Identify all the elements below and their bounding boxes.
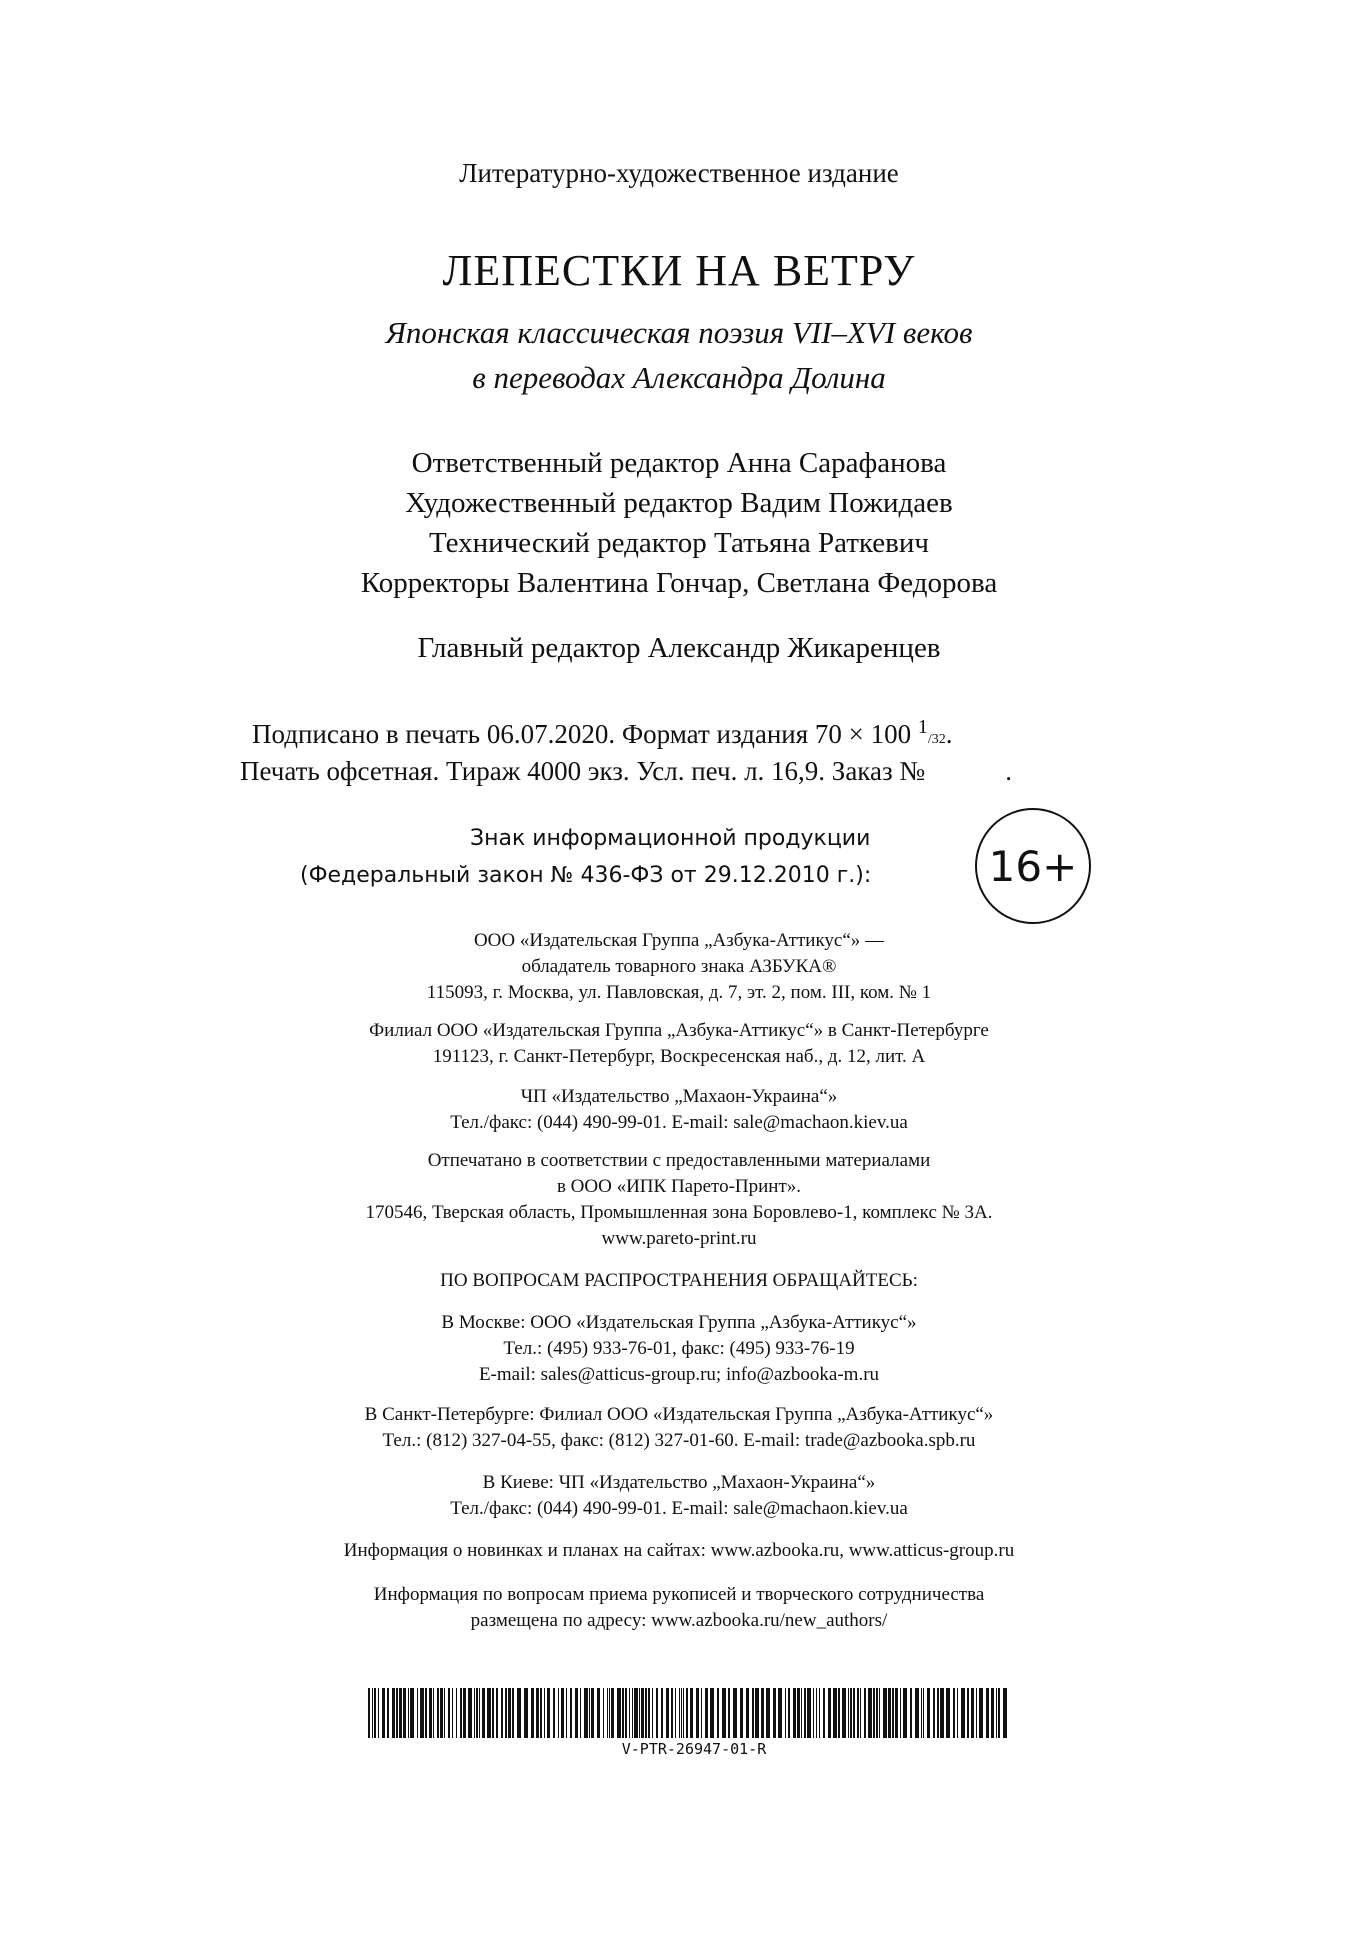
barcode-bar <box>368 1688 370 1738</box>
barcode-bar <box>864 1688 866 1738</box>
info-sign-label: Знак информационной продукции <box>470 826 871 851</box>
kiev-contacts: Тел./факс: (044) 490-99-01. E-mail: sale@machaon.kiev.ua <box>450 1498 908 1519</box>
barcode-bar <box>476 1688 478 1738</box>
barcode-bar <box>883 1688 887 1738</box>
barcode-bar <box>853 1688 855 1738</box>
barcode-bar <box>417 1688 418 1738</box>
manuscripts-line-2: размещена по адресу: www.azbooka.ru/new_authors/ <box>470 1610 888 1631</box>
barcode-bar <box>773 1688 776 1738</box>
barcode-bar <box>717 1688 719 1738</box>
barcode-bar <box>876 1688 878 1738</box>
barcode-bar <box>801 1688 802 1738</box>
kiev-line-1: В Киеве: ЧП «Издательство „Махаон-Украина“» <box>482 1472 876 1493</box>
barcode-bar <box>971 1688 974 1738</box>
barcode-bar <box>903 1688 907 1738</box>
barcode <box>368 1688 1020 1758</box>
barcode-bar <box>857 1688 859 1738</box>
barcode-bar <box>609 1688 610 1738</box>
publisher-line-2: обладатель товарного знака АЗБУКА® <box>521 956 837 977</box>
barcode-bar <box>517 1688 521 1738</box>
format-fraction-numerator: 1 <box>917 716 928 738</box>
barcode-bar <box>778 1688 782 1738</box>
printer-website: www.pareto-print.ru <box>601 1228 757 1249</box>
barcode-bar <box>639 1688 640 1738</box>
barcode-bar <box>785 1688 786 1738</box>
barcode-bar <box>933 1688 935 1738</box>
barcode-bar <box>915 1688 919 1738</box>
barcode-bar <box>437 1688 439 1738</box>
ukraine-line-1: ЧП «Издательство „Махаон-Украина“» <box>520 1086 838 1107</box>
responsible-editor: Ответственный редактор Анна Сарафанова <box>411 447 947 479</box>
barcode-bar <box>524 1688 528 1738</box>
barcode-bar <box>496 1688 498 1738</box>
barcode-bar <box>433 1688 434 1738</box>
barcode-bar <box>679 1688 680 1738</box>
moscow-phones: Тел.: (495) 933-76-01, факс: (495) 933-76-19 <box>503 1338 855 1359</box>
barcode-bar <box>752 1688 754 1738</box>
barcode-bar <box>597 1688 600 1738</box>
barcode-bar <box>645 1688 647 1738</box>
barcode-bar <box>961 1688 965 1738</box>
manuscripts-line-1: Информация по вопросам приема рукописей и творческого сотрудничества <box>373 1584 985 1605</box>
print-info-order: Печать офсетная. Тираж 4000 экз. Усл. печ. л. 16,9. Заказ № <box>240 756 926 786</box>
barcode-bar <box>921 1688 922 1738</box>
barcode-bar <box>460 1688 462 1738</box>
barcode-bar <box>813 1688 814 1738</box>
barcode-bar <box>429 1688 432 1738</box>
barcode-bar <box>892 1688 894 1738</box>
barcode-bar <box>425 1688 427 1738</box>
barcode-bar <box>474 1688 475 1738</box>
publisher-line-1: ООО «Издательская Группа „Азбука-Аттикус“» — <box>473 930 885 951</box>
barcode-bar <box>1003 1688 1007 1738</box>
barcode-bar <box>681 1688 682 1738</box>
barcode-bar <box>761 1688 764 1738</box>
barcode-bar <box>403 1688 406 1738</box>
barcode-bar <box>648 1688 650 1738</box>
barcode-bar <box>923 1688 924 1738</box>
barcode-bar <box>444 1688 445 1738</box>
barcode-bar <box>463 1688 466 1738</box>
barcode-bar <box>823 1688 825 1738</box>
barcode-bar <box>690 1688 693 1738</box>
barcode-bar <box>505 1688 507 1738</box>
spb-contacts: Тел.: (812) 327-04-55, факс: (812) 327-01-60. E-mail: trade@azbooka.spb.ru <box>382 1430 976 1451</box>
barcode-bar <box>482 1688 485 1738</box>
barcode-bar <box>986 1688 989 1738</box>
barcode-bar <box>804 1688 806 1738</box>
print-info-order-end: . <box>1005 756 1012 786</box>
barcode-bar <box>979 1688 983 1738</box>
barcode-code: V-PTR-26947-01-R <box>621 1740 767 1758</box>
barcode-bar <box>888 1688 891 1738</box>
art-editor: Художественный редактор Вадим Пожидаев <box>405 487 953 519</box>
barcode-bar <box>705 1688 708 1738</box>
barcode-bar <box>440 1688 443 1738</box>
barcode-bar <box>570 1688 572 1738</box>
barcode-bar <box>895 1688 898 1738</box>
barcode-bar <box>622 1688 624 1738</box>
barcode-bar <box>589 1688 590 1738</box>
barcode-bar <box>850 1688 852 1738</box>
barcode-bar <box>957 1688 958 1738</box>
barcode-bar <box>833 1688 837 1738</box>
barcode-bar <box>531 1688 534 1738</box>
ukraine-contacts: Тел./факс: (044) 490-99-01. E-mail: sale@machaon.kiev.ua <box>450 1112 908 1133</box>
barcode-bar <box>797 1688 800 1738</box>
barcode-bar <box>755 1688 759 1738</box>
barcode-bar <box>603 1688 604 1738</box>
barcode-bar <box>683 1688 684 1738</box>
barcode-bar <box>452 1688 453 1738</box>
barcode-bar <box>547 1688 550 1738</box>
barcode-bar <box>976 1688 977 1738</box>
barcode-bar <box>656 1688 658 1738</box>
barcode-bar <box>701 1688 702 1738</box>
edition-type: Литературно-художественное издание <box>459 158 899 188</box>
printer-line-2: в ООО «ИПК Парето-Принт». <box>556 1176 802 1197</box>
chief-editor: Главный редактор Александр Жикаренцев <box>417 632 941 664</box>
subtitle-line-2: в переводах Александра Долина <box>472 360 886 395</box>
barcode-bar <box>819 1688 820 1738</box>
barcode-bar <box>940 1688 944 1738</box>
proofreaders: Корректоры Валентина Гончар, Светлана Федорова <box>360 567 998 599</box>
info-sign-law: (Федеральный закон № 436-ФЗ от 29.12.2010 г.): <box>300 863 872 888</box>
barcode-bar <box>580 1688 581 1738</box>
barcode-bar <box>508 1688 511 1738</box>
subtitle-line-1: Японская классическая поэзия VII–XVI веков <box>385 315 973 350</box>
barcode-bar <box>937 1688 939 1738</box>
barcode-bar <box>953 1688 955 1738</box>
barcode-bar <box>492 1688 494 1738</box>
barcode-bar <box>396 1688 398 1738</box>
print-info-text: Подписано в печать 06.07.2020. Формат издания 70 × 100 <box>252 719 918 749</box>
barcode-bar <box>927 1688 930 1738</box>
barcode-bar <box>374 1688 376 1738</box>
format-fraction-denominator: /32 <box>927 732 946 747</box>
barcode-bar <box>746 1688 749 1738</box>
printer-line-1: Отпечатано в соответствии с предоставленными материалами <box>427 1150 931 1171</box>
branch-address: 191123, г. Санкт-Петербург, Воскресенская наб., д. 12, лит. А <box>432 1046 926 1067</box>
barcode-bar <box>641 1688 644 1738</box>
barcode-bar <box>378 1688 379 1738</box>
barcode-bar <box>566 1688 567 1738</box>
barcode-bar <box>807 1688 811 1738</box>
barcode-bar <box>740 1688 743 1738</box>
barcode-bar <box>860 1688 861 1738</box>
barcode-bars <box>368 1688 1020 1738</box>
barcode-bar <box>900 1688 901 1738</box>
barcode-bar <box>675 1688 676 1738</box>
barcode-bar <box>634 1688 638 1738</box>
age-rating-badge: 16+ <box>975 808 1091 924</box>
barcode-bar <box>722 1688 726 1738</box>
barcode-bar <box>448 1688 450 1738</box>
barcode-bar <box>536 1688 539 1738</box>
barcode-bar <box>487 1688 491 1738</box>
barcode-bar <box>766 1688 770 1738</box>
barcode-bar <box>382 1688 385 1738</box>
barcode-bar <box>625 1688 627 1738</box>
spb-line-1: В Санкт-Петербурге: Филиал ООО «Издательская Группа „Азбука-Аттикус“» <box>364 1404 994 1425</box>
barcode-bar <box>501 1688 503 1738</box>
barcode-bar <box>848 1688 849 1738</box>
barcode-bar <box>408 1688 409 1738</box>
barcode-bar <box>420 1688 424 1738</box>
barcode-bar <box>793 1688 796 1738</box>
barcode-bar <box>544 1688 545 1738</box>
barcode-bar <box>512 1688 514 1738</box>
barcode-bar <box>575 1688 578 1738</box>
barcode-bar <box>456 1688 457 1738</box>
barcode-bar <box>967 1688 969 1738</box>
barcode-bar <box>910 1688 912 1738</box>
barcode-bar <box>728 1688 730 1738</box>
barcode-bar <box>468 1688 472 1738</box>
news-info: Информация о новинках и планах на сайтах: www.azbooka.ru, www.atticus-group.ru <box>343 1540 1015 1561</box>
barcode-bar <box>946 1688 950 1738</box>
barcode-bar <box>553 1688 555 1738</box>
barcode-bar <box>387 1688 389 1738</box>
barcode-bar <box>410 1688 414 1738</box>
barcode-bar <box>611 1688 614 1738</box>
barcode-bar <box>584 1688 588 1738</box>
barcode-bar <box>671 1688 673 1738</box>
barcode-bar <box>788 1688 790 1738</box>
moscow-line-1: В Москве: ООО «Издательская Группа „Азбука-Аттикус“» <box>441 1312 917 1333</box>
barcode-bar <box>617 1688 621 1738</box>
print-info-line-1 <box>252 716 953 750</box>
barcode-bar <box>652 1688 653 1738</box>
barcode-bar <box>591 1688 594 1738</box>
barcode-bar <box>392 1688 395 1738</box>
barcode-bar <box>710 1688 714 1738</box>
technical-editor: Технический редактор Татьяна Раткевич <box>429 527 929 559</box>
barcode-bar <box>873 1688 875 1738</box>
barcode-bar <box>561 1688 564 1738</box>
barcode-bar <box>838 1688 840 1738</box>
book-title: ЛЕПЕСТКИ НА ВЕТРУ <box>442 246 916 295</box>
barcode-bar <box>399 1688 402 1738</box>
barcode-bar <box>696 1688 699 1738</box>
barcode-bar <box>540 1688 542 1738</box>
barcode-bar <box>991 1688 994 1738</box>
barcode-bar <box>733 1688 737 1738</box>
print-info-end: . <box>945 719 953 749</box>
barcode-bar <box>686 1688 688 1738</box>
barcode-bar <box>666 1688 669 1738</box>
barcode-bar <box>629 1688 630 1738</box>
publisher-address: 115093, г. Москва, ул. Павловская, д. 7, эт. 2, пом. III, ком. № 1 <box>426 982 932 1003</box>
barcode-bar <box>842 1688 846 1738</box>
barcode-bar <box>632 1688 633 1738</box>
barcode-bar <box>998 1688 1000 1738</box>
barcode-bar <box>558 1688 559 1738</box>
moscow-email: E-mail: sales@atticus-group.ru; info@azbooka-m.ru <box>478 1364 880 1385</box>
barcode-bar <box>828 1688 831 1738</box>
barcode-bar <box>996 1688 997 1738</box>
branch-line-1: Филиал ООО «Издательская Группа „Азбука-Аттикус“» в Санкт-Петербурге <box>369 1020 989 1041</box>
barcode-bar <box>661 1688 663 1738</box>
barcode-bar <box>879 1688 880 1738</box>
barcode-bar <box>607 1688 608 1738</box>
barcode-bar <box>816 1688 817 1738</box>
barcode-bar <box>372 1688 373 1738</box>
print-info-line-2 <box>240 756 1012 787</box>
printer-address: 170546, Тверская область, Промышленная зона Боровлево-1, комплекс № 3А. <box>365 1202 993 1223</box>
distribution-heading: ПО ВОПРОСАМ РАСПРОСТРАНЕНИЯ ОБРАЩАЙТЕСЬ: <box>440 1270 918 1291</box>
barcode-bar <box>479 1688 480 1738</box>
barcode-bar <box>868 1688 872 1738</box>
